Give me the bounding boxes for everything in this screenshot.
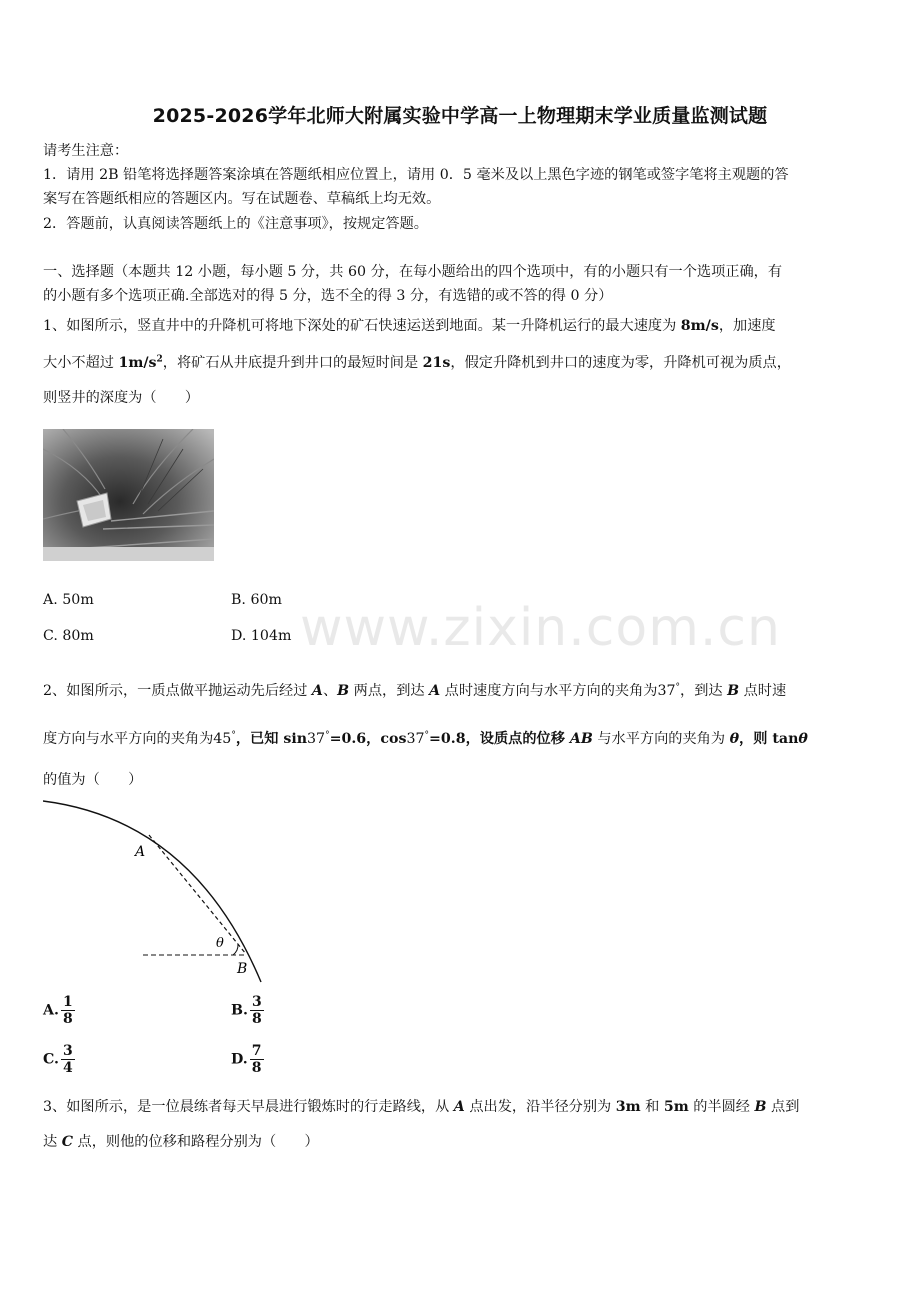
denominator: 8 <box>62 1011 73 1027</box>
q2-text: ，已知 sin <box>235 731 308 747</box>
fig-label-b: B <box>237 961 248 977</box>
q2-segment-ab: AB <box>569 731 593 747</box>
q1-option-a-label: A. 50m <box>43 592 94 608</box>
q3-point-c: C <box>61 1134 73 1150</box>
q1-option-c-label: C. 80m <box>43 628 94 644</box>
q2-theta: θ <box>798 731 808 747</box>
q3-radius-1: 3m <box>615 1099 641 1115</box>
q3-text: 点，则他的位移和路程分别为（ ） <box>73 1134 319 1150</box>
q3-radius-2: 5m <box>663 1099 689 1115</box>
q1-option-b-label: B. 60m <box>231 592 282 608</box>
q1-line-3: 则竖井的深度为（ ） <box>43 390 200 406</box>
q2-angle-37: 37 <box>307 731 326 747</box>
notice-line-2: 2．答题前，认真阅读答题纸上的《注意事项》，按规定答题。 <box>43 216 428 232</box>
fraction <box>61 994 75 1027</box>
denominator: 8 <box>251 1011 262 1027</box>
q2-option-a[interactable] <box>43 994 75 1027</box>
q1-option-a[interactable] <box>43 592 94 608</box>
q2-text: 点时速度方向与水平方向的夹角为 <box>440 683 658 699</box>
degree-mark: ° <box>424 730 430 741</box>
notice-heading: 请考生注意： <box>43 143 129 159</box>
denominator: 4 <box>62 1060 73 1076</box>
q3-text: 点出发，沿半径分别为 <box>464 1099 616 1115</box>
q2-text: 、 <box>322 683 338 699</box>
fraction <box>61 1043 75 1076</box>
q2-line-3: 的值为（ ） <box>43 772 143 788</box>
q1-text: 大小不超过 <box>43 355 119 371</box>
q1-text: ，加速度 <box>718 318 776 334</box>
q2-text: =0.8，设质点的位移 <box>429 731 570 747</box>
q2-line-1 <box>43 680 786 700</box>
q2-text: 2、如图所示，一质点做平抛运动先后经过 <box>43 683 312 699</box>
fig-label-a: A <box>135 844 146 860</box>
q2-option-c[interactable] <box>43 1043 75 1076</box>
denominator: 8 <box>251 1060 262 1076</box>
notice-line-1a: 1．请用 2B 铅笔将选择题答案涂填在答题纸相应位置上，请用 0．5 毫米及以上黑色字迹的钢笔或签字笔将主观题的答 <box>43 167 789 183</box>
q2-option-b[interactable] <box>231 994 264 1027</box>
q1-line-1 <box>43 315 776 335</box>
q3-point-a: A <box>453 1099 465 1115</box>
q2-text: =0.6，cos <box>329 731 407 747</box>
q3-text: 点到 <box>766 1099 800 1115</box>
q1-option-b[interactable] <box>231 592 282 608</box>
fraction <box>250 1043 264 1076</box>
q2-text: ，到达 <box>680 683 728 699</box>
numerator: 1 <box>62 994 73 1010</box>
q2-point-b: B <box>337 683 350 699</box>
page-title: 2025-2026学年北师大附属实验中学高一上物理期末学业质量监测试题 <box>152 105 768 127</box>
q2-option-b-label: B. <box>231 1002 248 1019</box>
q2-text: 点时速 <box>739 683 787 699</box>
q1-time: 21s <box>422 355 451 371</box>
notice-line-1b: 案写在答题纸相应的答题区内。写在试题卷、草稿纸上均无效。 <box>43 191 441 207</box>
q2-option-c-label: C. <box>43 1051 59 1068</box>
q2-point-a: A <box>311 683 323 699</box>
q2-theta: θ <box>729 731 740 747</box>
q1-line-2 <box>43 352 791 372</box>
q3-text: 的半圆经 <box>688 1099 755 1115</box>
q3-text: 和 <box>640 1099 664 1115</box>
q2-text: 两点，到达 <box>349 683 430 699</box>
q3-text: 3、如图所示，是一位晨练者每天早晨进行锻炼时的行走路线，从 <box>43 1099 454 1115</box>
degree-mark: ° <box>231 730 236 741</box>
numerator: 7 <box>251 1043 262 1059</box>
q1-max-speed: 8m/s <box>680 318 719 334</box>
q2-option-d-label: D. <box>231 1051 248 1068</box>
q3-text: 达 <box>43 1134 62 1150</box>
section-header-line-1: 一、选择题（本题共 12 小题，每小题 5 分，共 60 分，在每小题给出的四个选项中，有的小题只有一个选项正确，有 <box>43 264 783 280</box>
q2-option-d[interactable] <box>231 1043 264 1076</box>
q2-angle-37: 37 <box>657 683 676 699</box>
q1-option-d[interactable] <box>231 628 291 644</box>
q1-text: 1、如图所示，竖直井中的升降机可将地下深处的矿石快速运送到地面。某一升降机运行的最大速度为 <box>43 318 681 334</box>
q1-text: ，假定升降机到井口的速度为零，升降机可视为质点， <box>450 355 791 371</box>
projectile-diagram <box>43 800 268 985</box>
numerator: 3 <box>62 1043 73 1059</box>
q1-option-d-label: D. 104m <box>231 628 292 644</box>
q3-line-2 <box>43 1131 319 1151</box>
q1-option-c[interactable] <box>43 628 94 644</box>
q2-point-a: A <box>429 683 441 699</box>
q2-text: 度方向与水平方向的夹角为 <box>43 731 214 747</box>
q2-point-b: B <box>727 683 740 699</box>
q2-angle-37: 37 <box>406 731 425 747</box>
q2-text: ，则 tan <box>739 731 799 747</box>
q2-text: 与水平方向的夹角为 <box>592 731 730 747</box>
q2-line-2 <box>43 728 808 748</box>
watermark: www.zixin.com.cn <box>300 598 781 658</box>
q1-acceleration: 1m/s <box>118 355 157 371</box>
q2-angle-45: 45 <box>213 731 232 747</box>
q3-point-b: B <box>754 1099 767 1115</box>
numerator: 3 <box>251 994 262 1010</box>
fraction <box>250 994 264 1027</box>
q1-acceleration-exp: 2 <box>156 354 163 365</box>
fig-label-theta: θ <box>216 936 224 951</box>
section-header-line-2: 的小题有多个选项正确.全部选对的得 5 分，选不全的得 3 分，有选错的或不答的得 0 分） <box>43 288 613 304</box>
mine-shaft-photo <box>43 429 214 561</box>
degree-mark: ° <box>325 730 330 741</box>
degree-mark: ° <box>675 682 681 693</box>
q2-option-a-label: A. <box>43 1002 59 1019</box>
q3-line-1 <box>43 1096 799 1116</box>
q1-text: ，将矿石从井底提升到井口的最短时间是 <box>162 355 423 371</box>
